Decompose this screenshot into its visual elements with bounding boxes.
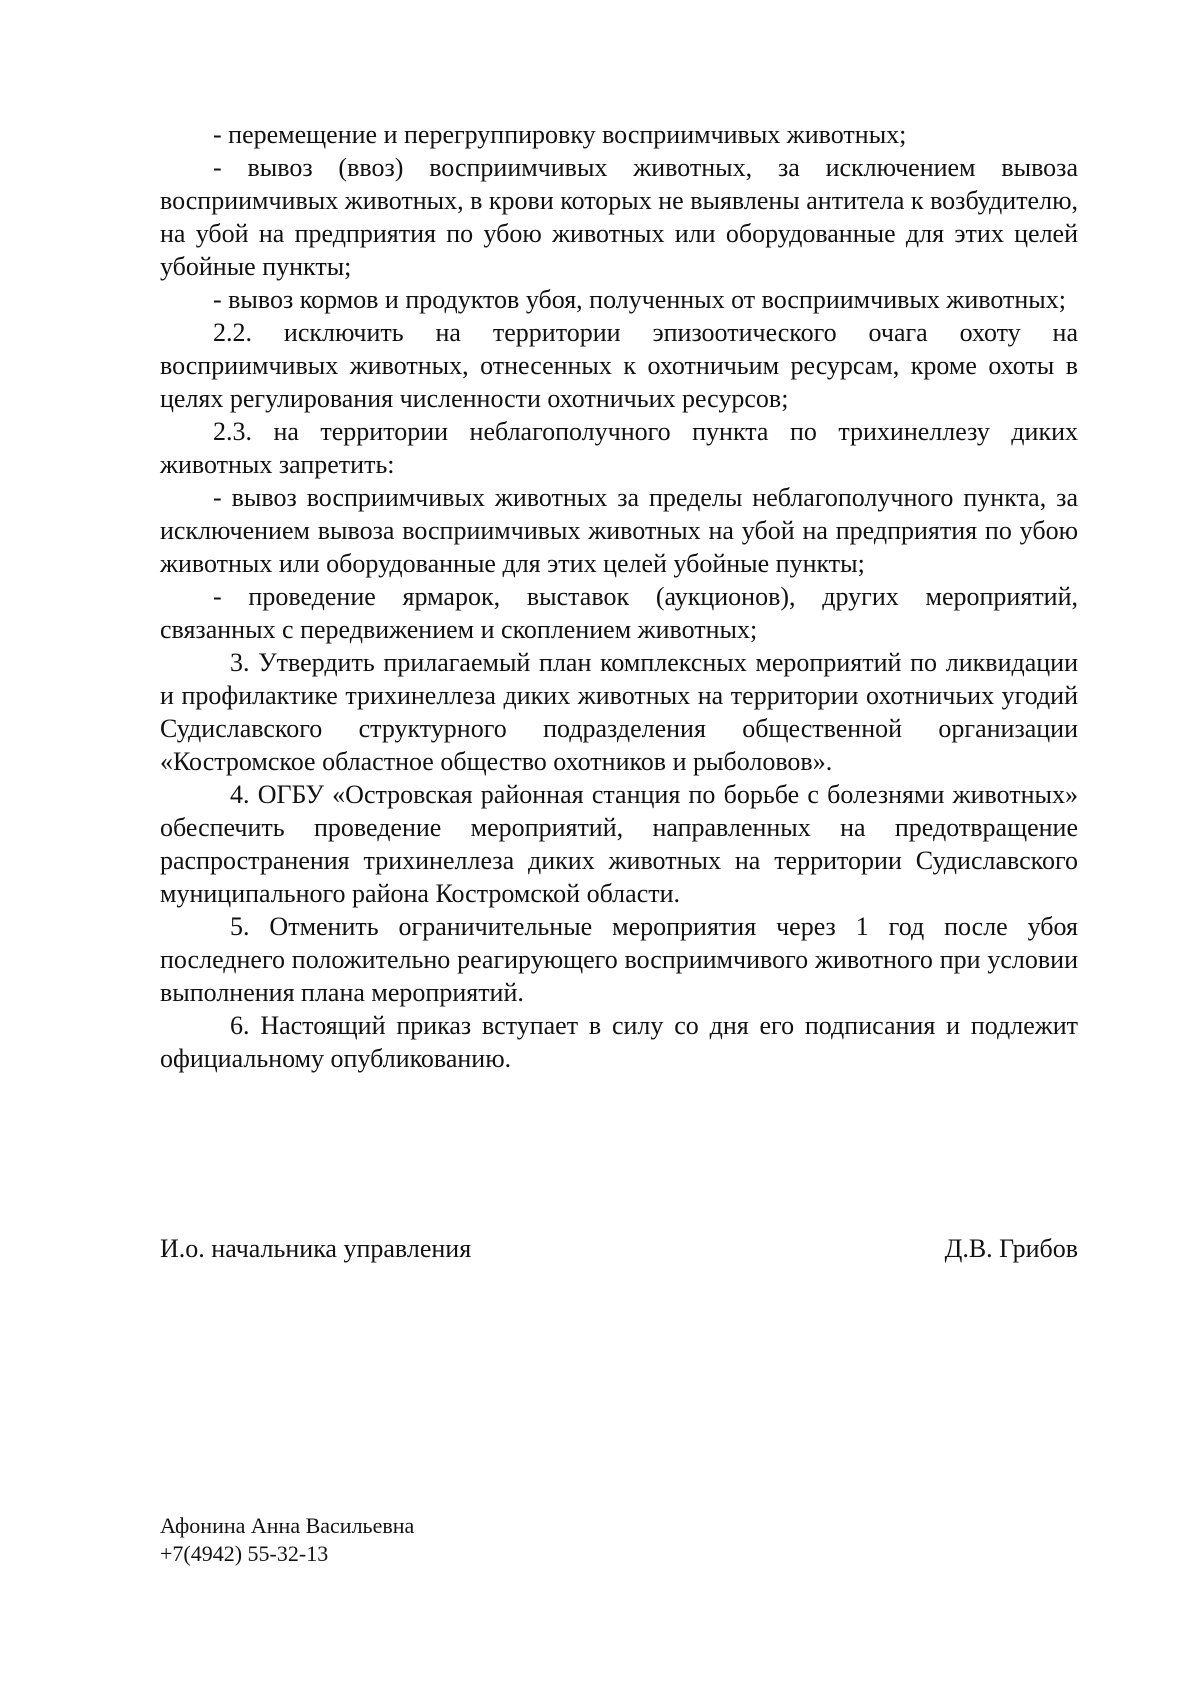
paragraph-item-5: 5. Отменить ограничительные мероприятия через 1 год после убоя последнего положительно реагирующего восприимчивого животного при условии выполнения плана мероприятий. <box>160 912 1078 1007</box>
signatory-position: И.о. начальника управления <box>160 1234 472 1263</box>
paragraph-movement-ban: - перемещение и перегруппировку восприимчивых животных; <box>213 120 907 149</box>
signature-block <box>160 1232 1078 1265</box>
contact-phone: +7(4942) 55-32-13 <box>160 1541 329 1566</box>
paragraph-item-3: 3. Утвердить прилагаемый план комплексных мероприятий по ликвидации и профилактике трихинеллеза диких животных на территории охотничьих угодий Судиславского структурного подразделения общественной организации «Костромское областное общество охотников и рыболовов». <box>160 648 1078 776</box>
paragraph-item-2-3: 2.3. на территории неблагополучного пункта по трихинеллезу диких животных запретить: <box>160 417 1078 479</box>
paragraph-fairs-ban: - проведение ярмарок, выставок (аукционов), других мероприятий, связанных с передвижением и скоплением животных; <box>160 582 1078 644</box>
paragraph-item-2-2: 2.2. исключить на территории эпизоотического очага охоту на восприимчивых животных, отнесенных к охотничьим ресурсам, кроме охоты в целях регулирования численности охотничьих ресурсов; <box>160 318 1078 413</box>
paragraph-animal-export-ban: - вывоз восприимчивых животных за пределы неблагополучного пункта, за исключением вывоза восприимчивых животных на убой на предприятия по убою животных или оборудованные для этих целей убойные пункты; <box>160 483 1078 578</box>
paragraph-item-4: 4. ОГБУ «Островская районная станция по борьбе с болезнями животных» обеспечить проведение мероприятий, направленных на предотвращение распространения трихинеллеза диких животных на территории Судиславского муниципального района Костромской области. <box>160 780 1078 908</box>
signatory-name: Д.В. Грибов <box>944 1234 1078 1263</box>
contact-person: Афонина Анна Васильевна <box>160 1513 415 1538</box>
document-body <box>160 118 1078 1075</box>
paragraph-feed-export-ban: - вывоз кормов и продуктов убоя, полученных от восприимчивых животных; <box>213 285 1066 314</box>
contact-block <box>160 1512 414 1568</box>
paragraph-export-import-ban: - вывоз (ввоз) восприимчивых животных, за исключением вывоза восприимчивых животных, в крови которых не выявлены антитела к возбудителю, на убой на предприятия по убою животных или оборудованные для этих целей убойные пункты; <box>160 153 1078 281</box>
paragraph-item-6: 6. Настоящий приказ вступает в силу со дня его подписания и подлежит официальному опубликованию. <box>160 1011 1078 1073</box>
